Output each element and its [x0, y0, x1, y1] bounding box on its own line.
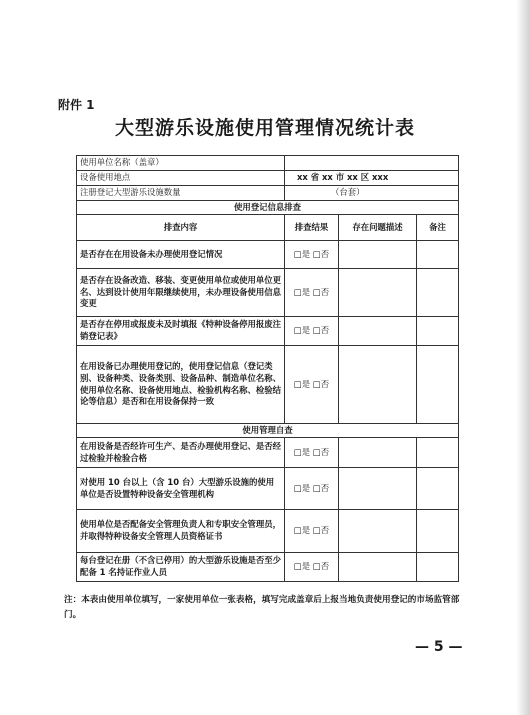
page-number: — 5 —	[415, 639, 463, 655]
row-note-cell[interactable]	[417, 553, 459, 582]
row-content: 是否存在设备改造、移装、变更使用单位或使用单位更名、达到设计使用年限继续使用，未办理设备使用信息变更	[77, 269, 285, 317]
table-row	[77, 468, 459, 510]
location-label: 设备使用地点	[77, 171, 285, 186]
column-header-row	[77, 215, 459, 241]
row-result-checkbox[interactable]: □是 □否	[285, 510, 339, 553]
table-row	[77, 438, 459, 468]
row-result-checkbox[interactable]: □是 □否	[285, 346, 339, 424]
attachment-label: 附件 1	[58, 98, 95, 112]
row-issue-cell[interactable]	[339, 269, 417, 317]
row-note-cell[interactable]	[417, 510, 459, 553]
unit-row	[77, 156, 459, 171]
row-result-checkbox[interactable]: □是 □否	[285, 269, 339, 317]
section-registration-title: 使用登记信息排查	[77, 201, 459, 215]
row-note-cell[interactable]	[417, 346, 459, 424]
table-row	[77, 241, 459, 269]
table-row	[77, 510, 459, 553]
row-content: 在用设备是否经许可生产、是否办理使用登记、是否经过检验并检验合格	[77, 438, 285, 468]
table-row	[77, 269, 459, 317]
row-note-cell[interactable]	[417, 468, 459, 510]
page-title: 大型游乐设施使用管理情况统计表	[114, 117, 415, 139]
location-row	[77, 171, 459, 186]
row-issue-cell[interactable]	[339, 510, 417, 553]
count-label: 注册登记大型游乐设施数量	[77, 186, 285, 201]
row-note-cell[interactable]	[417, 241, 459, 269]
row-issue-cell[interactable]	[339, 553, 417, 582]
row-issue-cell[interactable]	[339, 346, 417, 424]
row-note-cell[interactable]	[417, 438, 459, 468]
row-content: 对使用 10 台以上（含 10 台）大型游乐设施的使用单位是否设置特种设备安全管理机构	[77, 468, 285, 510]
table-row	[77, 553, 459, 582]
row-note-cell[interactable]	[417, 317, 459, 346]
table-row	[77, 346, 459, 424]
row-result-checkbox[interactable]: □是 □否	[285, 241, 339, 269]
count-value[interactable]: （台套）	[285, 186, 459, 201]
row-issue-cell[interactable]	[339, 438, 417, 468]
unit-value[interactable]	[285, 156, 459, 171]
table-row	[77, 317, 459, 346]
row-content: 是否存在在用设备未办理使用登记情况	[77, 241, 285, 269]
row-issue-cell[interactable]	[339, 241, 417, 269]
row-content: 使用单位是否配备安全管理负责人和专职安全管理员，并取得特种设备安全管理人员资格证书	[77, 510, 285, 553]
location-value[interactable]: xx 省 xx 市 xx 区 xxx	[285, 171, 459, 186]
header-content: 排查内容	[77, 215, 285, 241]
row-result-checkbox[interactable]: □是 □否	[285, 438, 339, 468]
header-result: 排查结果	[285, 215, 339, 241]
row-result-checkbox[interactable]: □是 □否	[285, 553, 339, 582]
row-result-checkbox[interactable]: □是 □否	[285, 468, 339, 510]
row-result-checkbox[interactable]: □是 □否	[285, 317, 339, 346]
unit-label: 使用单位名称（盖章）	[77, 156, 285, 171]
row-issue-cell[interactable]	[339, 317, 417, 346]
footnote: 注：本表由使用单位填写，一家使用单位一张表格，填写完成盖章后上报当地负责使用登记的市场监管部门。	[64, 595, 460, 621]
header-issue: 存在问题描述	[339, 215, 417, 241]
row-content: 每台登记在册（不含已停用）的大型游乐设施是否至少配备 1 名持证作业人员	[77, 553, 285, 582]
section-registration	[77, 201, 459, 215]
header-note: 备注	[417, 215, 459, 241]
section-self-check	[77, 424, 459, 438]
count-row	[77, 186, 459, 201]
row-issue-cell[interactable]	[339, 468, 417, 510]
row-content: 是否存在停用或报废未及时填报《特种设备停用报废注销登记表》	[77, 317, 285, 346]
statistics-table	[76, 155, 459, 582]
row-content: 在用设备已办理使用登记的，使用登记信息（登记类别、设备种类、设备类别、设备品种、制造单位名称、使用单位名称、设备使用地点、检验机构名称、检验结论等信息）是否和在用设备保持一致	[77, 346, 285, 424]
row-note-cell[interactable]	[417, 269, 459, 317]
scan-edge-shadow	[516, 0, 530, 715]
section-self-check-title: 使用管理自查	[77, 424, 459, 438]
